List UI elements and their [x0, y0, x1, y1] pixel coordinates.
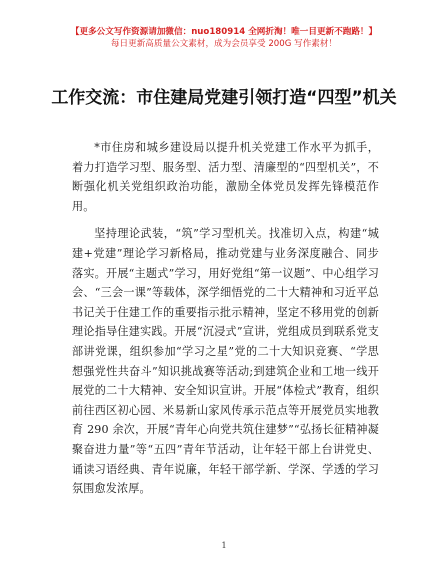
- promo-banner-line-1: 【更多公文写作资源请加微信：nuo180914 全网折淘！唯一目更新不跑路！】: [70, 27, 378, 37]
- document-body: [72, 138, 379, 507]
- paragraph-intro: *市住房和城乡建设局以提升机关党建工作水平为抓手，着力打造学习型、服务型、活力型、清廉型的“四型机关”，不断强化机关党组织政治功能，激励全体党员发挥先锋模范作用。: [72, 141, 379, 213]
- paragraph-learning: 坚持理论武装，“筑”学习型机关。找准切入点，构建“城建+党建”理论学习新格局，推动党建与业务深度融合、同步落实。开展“主题式”学习，用好党组“第一议题”、中心组学习会、“三会一课”等载体，深学细悟党的二十大精神和习近平总书记关于住建工作的重要指示批示精神，坚定不移用党的创新理论指导住建实践。开展“沉浸式”宣讲，党组成员到联系党支部讲党课，组织参加“学习之星”党的二十大知识竞赛、“学思想强党性共奋斗”知识挑战赛等活动;到建筑企业和工地一线开展党的二十大精神、安全知识宣讲。开展“体检式”教育，组织前往西区初心园、米易新山家风传承示范点等开展党员实地教育 290 余次，开展“青年心向党共筑住建梦”“弘扬长征精神凝聚奋进力量”等“五四”青年节活动，让年轻干部上台讲党史、诵读习语经典、青年说廉，年轻干部学新、学深、学透的学习氛围愈发浓厚。: [72, 227, 379, 496]
- page-number: 1: [221, 541, 227, 550]
- document-title: 工作交流：市住建局党建引领打造“四型”机关: [51, 88, 397, 108]
- promo-banner-line-2: 每日更新高质量公文素材，成为会员享受 200G 写作素材！: [110, 39, 338, 49]
- promo-banner: [0, 26, 448, 50]
